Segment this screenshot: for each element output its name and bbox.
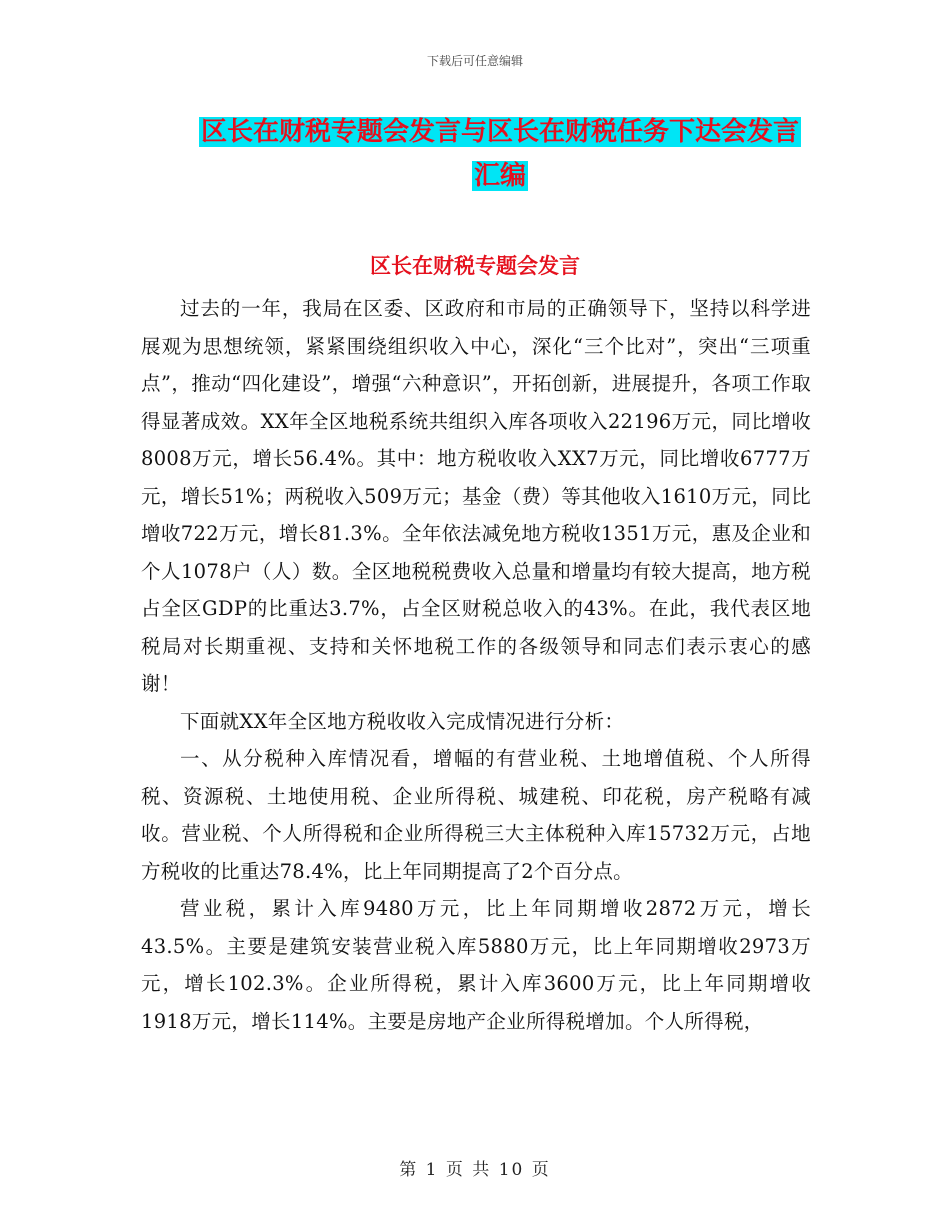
paragraph: 下面就XX年全区地方税收收入完成情况进行分析：	[180, 709, 625, 733]
section-title: 区长在财税专题会发言	[370, 253, 580, 278]
page-number-footer: 第 1 页 共 10 页	[399, 1160, 551, 1180]
body-text	[141, 290, 811, 1040]
paragraph: 营业税，累计入库9480万元，比上年同期增收2872万元，增长43.5%。主要是建筑安装营业税入库5880万元，比上年同期增收2973万元，增长102.3%。企业所得税，累计入库3600万元，比上年同期增收1918万元，增长114%。主要是房地产企业所得税增加。个人所得税，	[141, 897, 811, 1033]
title-line-1: 区长在财税专题会发言与区长在财税任务下达会发言	[200, 117, 799, 147]
paragraph: 一、从分税种入库情况看，增幅的有营业税、土地增值税、个人所得税、资源税、土地使用税、企业所得税、城建税、印花税，房产税略有减收。营业税、个人所得税和企业所得税三大主体税种入库15732万元，占地方税收的比重达78.4%，比上年同期提高了2个百分点。	[141, 747, 811, 883]
document-title	[140, 110, 860, 198]
title-line-2: 汇编	[473, 161, 526, 191]
header-note: 下载后可任意编辑	[426, 54, 523, 68]
paragraph: 过去的一年，我局在区委、区政府和市局的正确领导下，坚持以科学进展观为思想统领，紧紧围绕组织收入中心，深化“三个比对”，突出“三项重点”，推动“四化建设”，增强“六种意识”，开拓创新，进展提升，各项工作取得显著成效。XX年全区地税系统共组织入库各项收入22196万元，同比增收8008万元，增长56.4%。其中：地方税收收入XX7万元，同比增收6777万元，增长51%；两税收入509万元；基金（费）等其他收入1610万元，同比增收722万元，增长81.3%。全年依法减免地方税收1351万元，惠及企业和个人1078户（人）数。全区地税税费收入总量和增量均有较大提高，地方税占全区GDP的比重达3.7%，占全区财税总收入的43%。在此，我代表区地税局对长期重视、支持和关怀地税工作的各级领导和同志们表示衷心的感谢！	[141, 297, 811, 695]
